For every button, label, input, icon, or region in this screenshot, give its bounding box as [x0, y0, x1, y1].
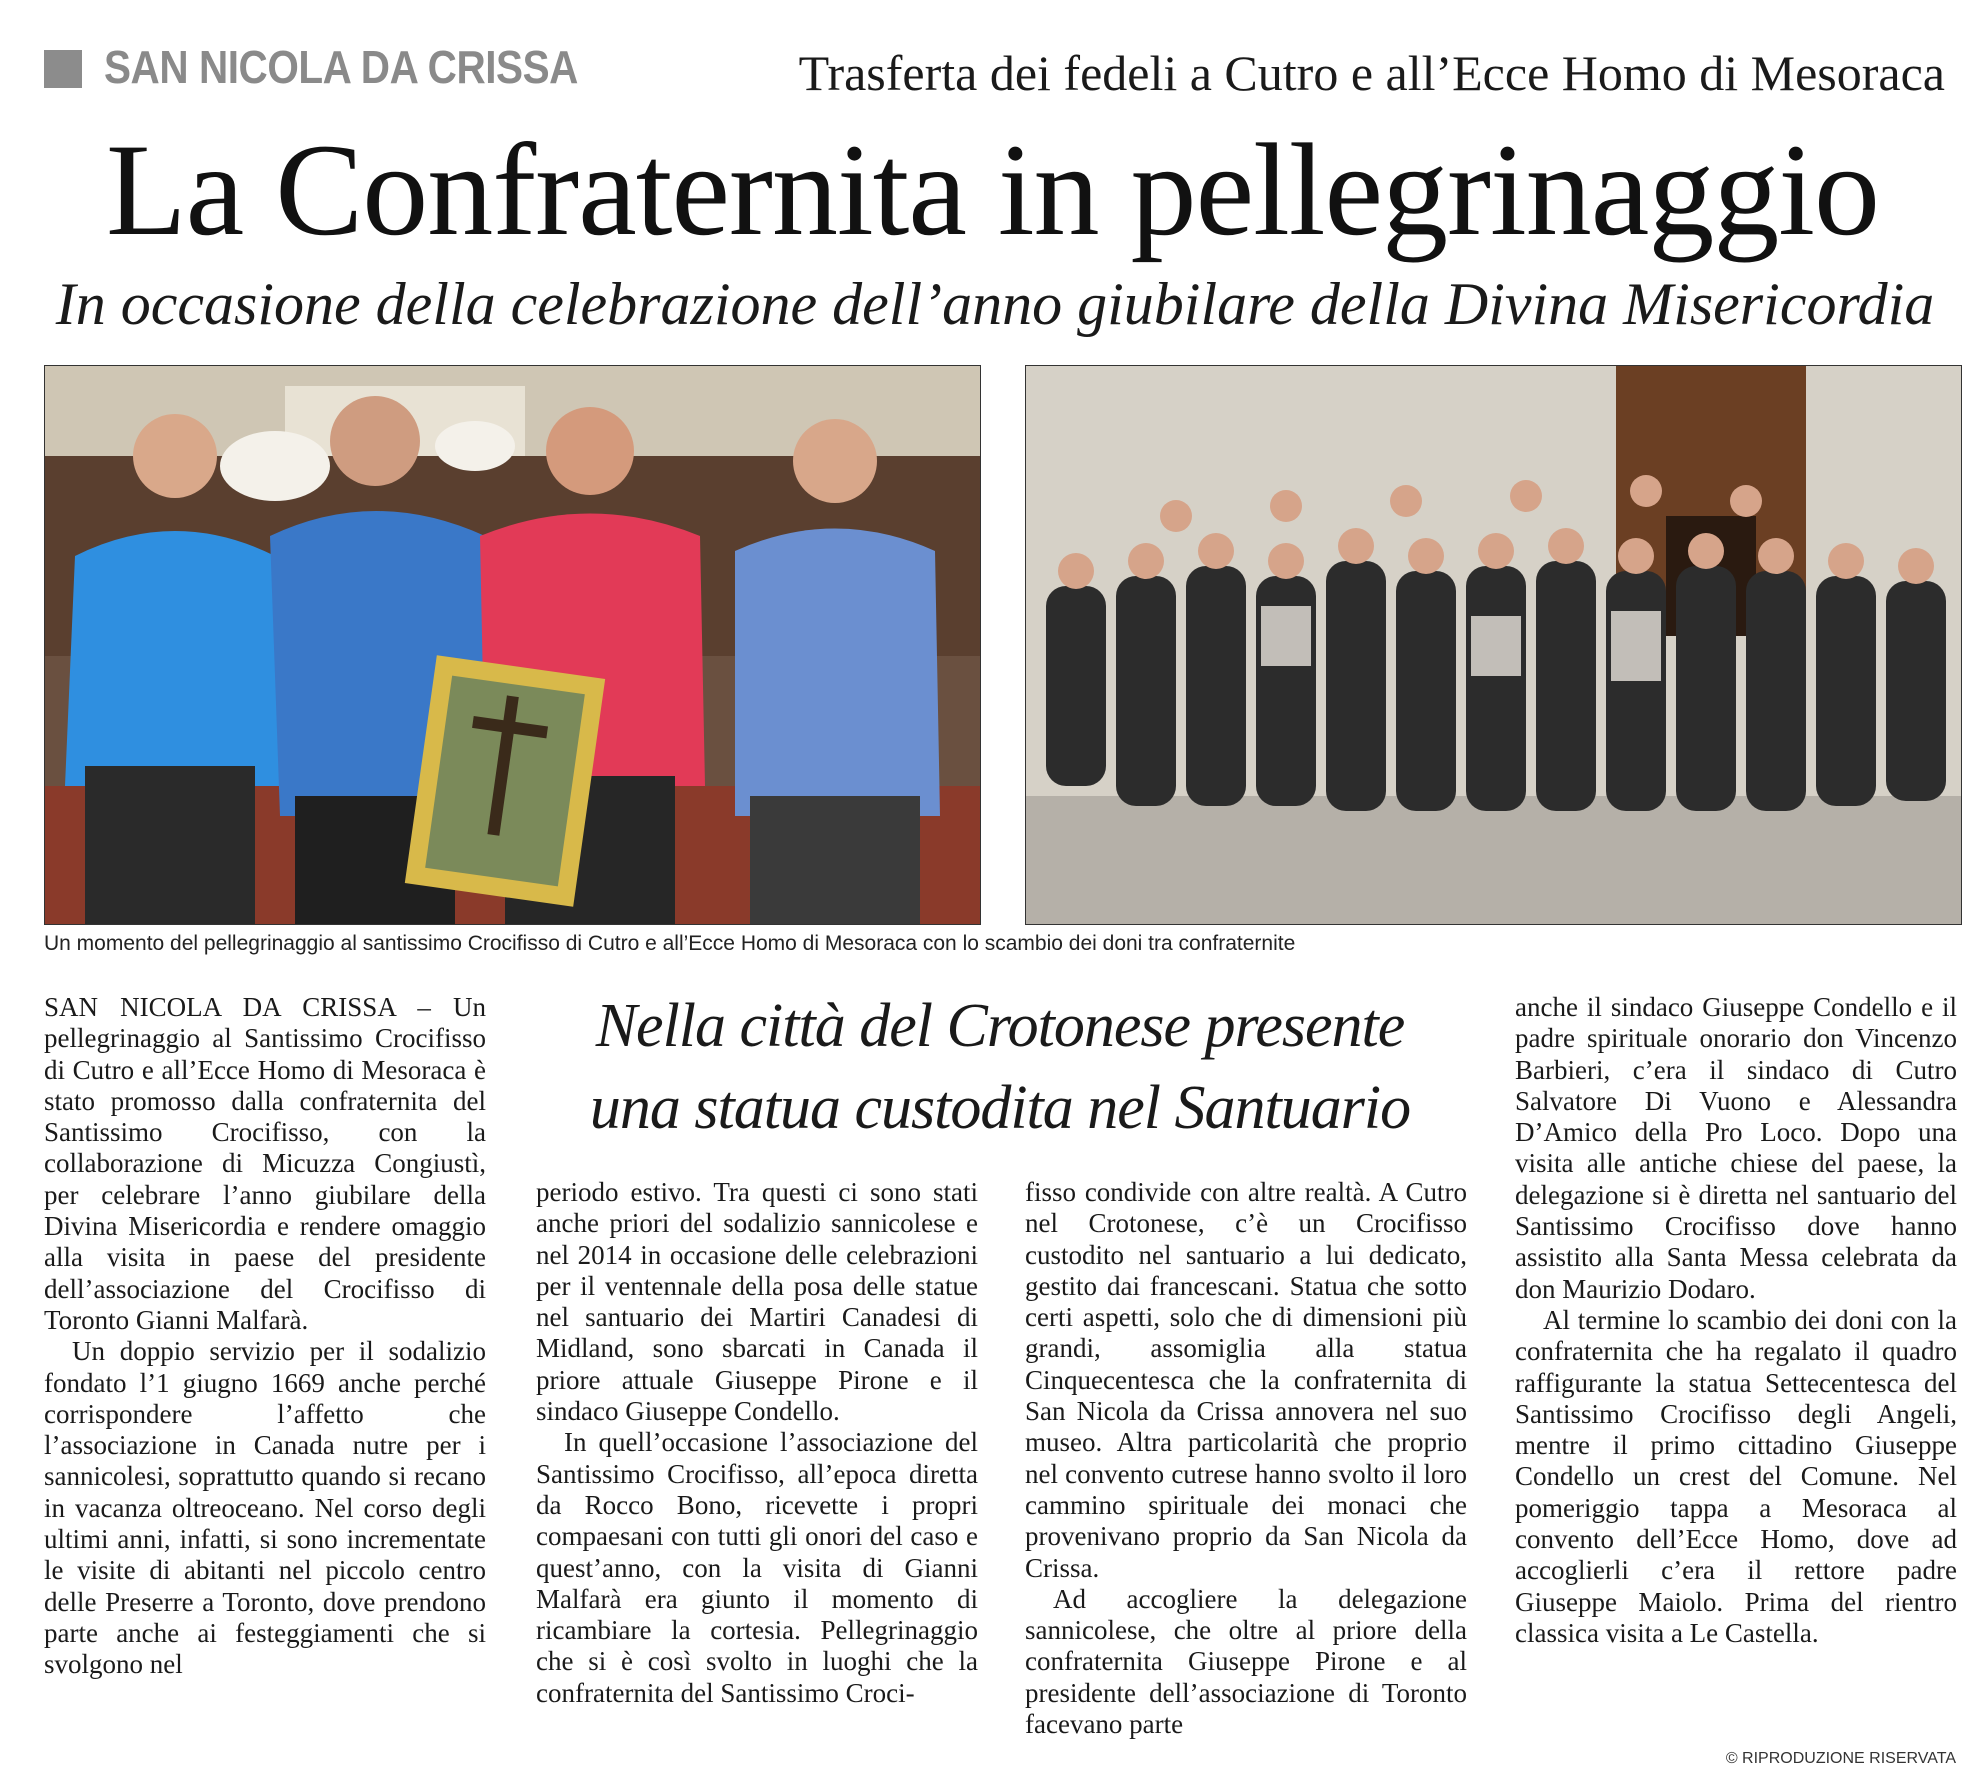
body-column-3 [1025, 1177, 1467, 1740]
kicker-location: SAN NICOLA DA CRISSA [104, 41, 578, 93]
body-paragraph: In quell’occasione l’associazione del Santissimo Crocifisso, all’epoca diretta da Rocco Bono, ricevette i propri compaesani con tutti gli onori del caso e quest’anno, con la visita di Gianni Malfarà era giunto il momento di ricambiare la cortesia. Pellegrinaggio che si è così svolto in luoghi che la confraternita del Santissimo Croci- [536, 1427, 978, 1708]
body-paragraph: SAN NICOLA DA CRISSA – Un pellegrinaggio al Santissimo Crocifisso di Cutro e all’Ecce Homo di Mesoraca è stato promosso dalla confraternita del Santissimo Crocifisso, con la collaborazione di Micuzza Congiustì, per celebrare l’anno giubilare della Divina Misericordia e rendere omaggio alla visita in paese del presidente dell’associazione del Crocifisso di Toronto Gianni Malfarà. [44, 992, 486, 1335]
body-paragraph: Ad accogliere la delegazione sannicolese, che oltre al priore della confraternita Giuseppe Pirone e al presidente dell’associazione di Toronto facevano parte [1025, 1583, 1467, 1740]
pull-quote [500, 985, 1500, 1149]
photo-group-church-steps [1025, 365, 1962, 925]
pull-quote-line1: Nella città del Crotonese presente [595, 992, 1405, 1060]
body-column-4 [1515, 992, 1957, 1649]
headline: La Confraternita in pellegrinaggio [105, 116, 1879, 263]
body-paragraph: Al termine lo scambio dei doni con la confraternita che ha regalato il quadro raffigurante la statua Settecentesca del Santissimo Crocifisso degli Angeli, mentre il primo cittadino Giuseppe Condello un crest del Comune. Nel pomeriggio tappa a Mesoraca al convento dell’Ecce Homo, dove ad accoglierli c’era il rettore padre Giuseppe Maiolo. Prima del rientro classica visita a Le Castella. [1515, 1304, 1957, 1648]
photo-group-illustration [1026, 366, 1961, 924]
body-column-1 [44, 992, 486, 1681]
subheadline: In occasione della celebrazione dell’anno giubilare della Divina Misericordia [55, 271, 1935, 337]
kicker-marker [44, 50, 82, 88]
body-paragraph: Un doppio servizio per il sodalizio fondato l’1 giugno 1669 anche perché corrispondere l’affetto che l’associazione in Canada nutre per i sannicolesi, soprattutto quando si recano in vacanza oltreoceano. Nel corso degli ultimi anni, infatti, si sono incrementate le visite di abitanti nel piccolo centro delle Preserre a Toronto, dove prendono parte anche ai festeggiamenti che si svolgono nel [44, 1336, 486, 1680]
body-column-2 [536, 1177, 978, 1709]
overline: Trasferta dei fedeli a Cutro e all’Ecce Homo di Mesoraca [798, 45, 1945, 101]
body-paragraph: periodo estivo. Tra questi ci sono stati anche priori del sodalizio sannicolese e nel 2014 in occasione delle celebrazioni per il ventennale della posa delle statue nel santuario dei Martiri Canadesi di Midland, sono sbarcati in Canada il priore attuale Giuseppe Pirone e il sindaco Giuseppe Condello. [536, 1177, 978, 1427]
copyright-notice: © RIPRODUZIONE RISERVATA [1725, 1750, 1956, 1767]
photo-church-group-illustration [45, 366, 980, 924]
body-paragraph: fisso condivide con altre realtà. A Cutro nel Crotonese, c’è un Crocifisso custodito nel santuario a lui dedicato, gestito dai francescani. Statua che sotto certi aspetti, solo che di dimensioni più grandi, assomiglia alla statua Cinquecentesca che la confraternita di San Nicola da Crissa annovera nel suo museo. Altra particolarità che proprio nel convento cutrese hanno svolto il loro cammino spirituale dei monaci che provenivano proprio da San Nicola da Crissa. [1025, 1177, 1467, 1583]
photo-church-group [44, 365, 981, 925]
body-paragraph: anche il sindaco Giuseppe Condello e il padre spirituale onorario don Vincenzo Barbieri, c’era il sindaco di Cutro Salvatore Di Vuono e Alessandra D’Amico della Pro Loco. Dopo una visita alle antiche chiese del paese, la delegazione si è diretta nel santuario del Santissimo Crocifisso dove hanno assistito alla Santa Messa celebrata da don Maurizio Dodaro. [1515, 992, 1957, 1304]
photo-caption: Un momento del pellegrinaggio al santissimo Crocifisso di Cutro e all’Ecce Homo di Mesoraca con lo scambio dei doni tra confraternite [44, 932, 1296, 955]
pull-quote-line2: una statua custodita nel Santuario [589, 1074, 1411, 1142]
